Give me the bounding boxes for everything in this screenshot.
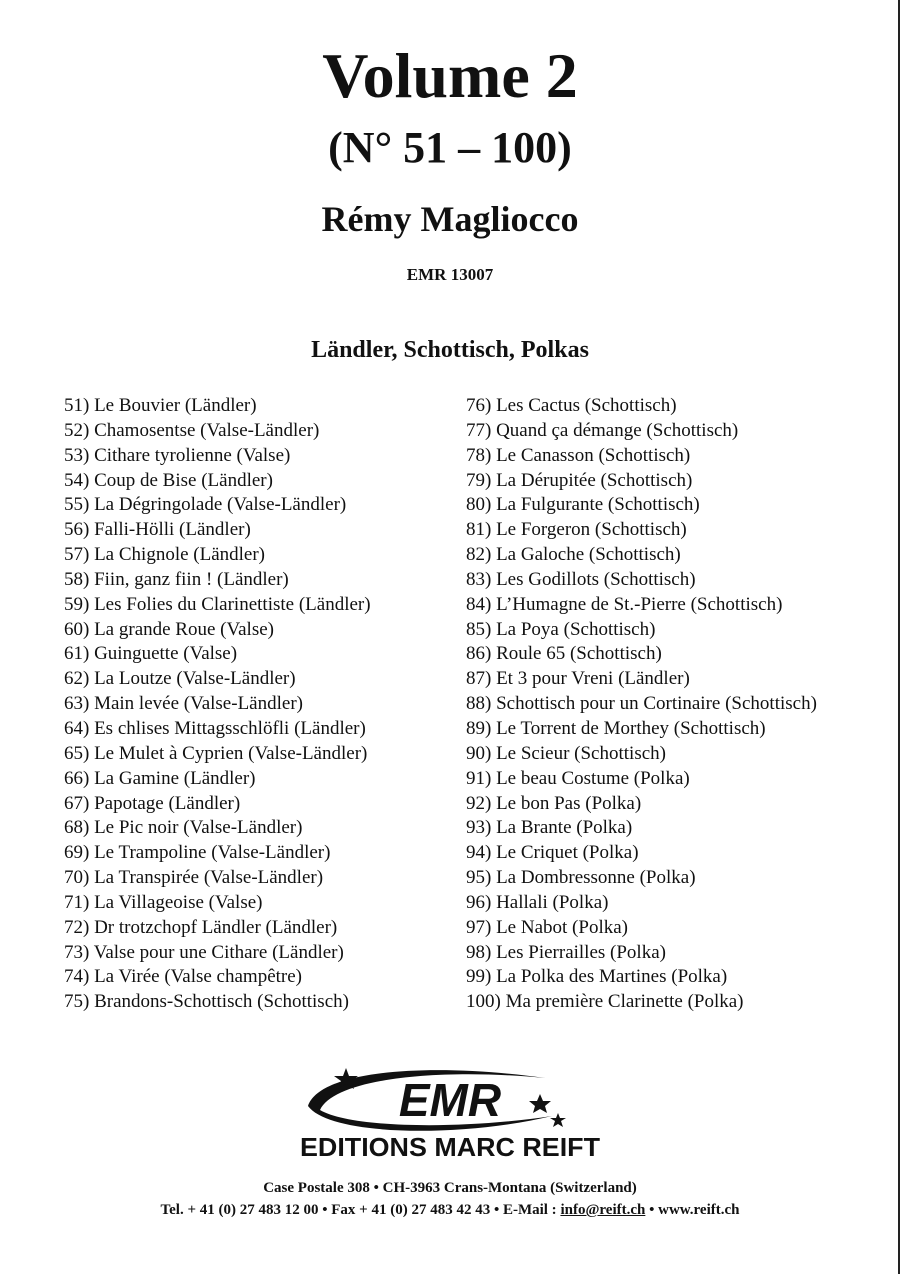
genre-subtitle: Ländler, Schottisch, Polkas [311, 337, 589, 363]
composer-name: Rémy Magliocco [321, 199, 579, 239]
piece-item: 84) L’Humagne de St.-Pierre (Schottisch) [466, 593, 783, 615]
contact-phones: Tel. + 41 (0) 27 483 12 00 • Fax + 41 (0) 27 483 42 43 • E-Mail : [160, 1202, 561, 1218]
piece-item: 81) Le Forgeron (Schottisch) [466, 519, 687, 541]
piece-item: 52) Chamosentse (Valse-Ländler) [64, 419, 320, 441]
piece-item: 94) Le Criquet (Polka) [466, 842, 639, 864]
piece-item: 99) La Polka des Martines (Polka) [466, 966, 728, 988]
contact-line [0, 1200, 900, 1220]
piece-item: 74) La Virée (Valse champêtre) [64, 966, 303, 988]
star-icon [529, 1094, 551, 1113]
piece-item: 89) Le Torrent de Morthey (Schottisch) [466, 717, 766, 739]
piece-item: 93) La Brante (Polka) [466, 817, 633, 839]
piece-item: 66) La Gamine (Ländler) [64, 767, 256, 789]
piece-item: 68) Le Pic noir (Valse-Ländler) [64, 817, 303, 839]
piece-item: 63) Main levée (Valse-Ländler) [64, 693, 303, 715]
piece-item: 64) Es chlises Mittagsschlöfli (Ländler) [64, 717, 366, 739]
piece-item: 78) Le Canasson (Schottisch) [466, 444, 691, 466]
piece-item: 86) Roule 65 (Schottisch) [466, 643, 662, 665]
piece-item: 58) Fiin, ganz fiin ! (Ländler) [64, 568, 289, 590]
piece-item: 91) Le beau Costume (Polka) [466, 767, 690, 789]
piece-item: 82) La Galoche (Schottisch) [466, 544, 681, 566]
piece-item: 65) Le Mulet à Cyprien (Valse-Ländler) [64, 742, 368, 764]
piece-item: 97) Le Nabot (Polka) [466, 916, 628, 938]
emr-logo [290, 1058, 610, 1168]
piece-item: 87) Et 3 pour Vreni (Ländler) [466, 668, 690, 690]
piece-item: 92) Le bon Pas (Polka) [466, 792, 642, 814]
volume-range: (N° 51 – 100) [328, 123, 572, 172]
piece-item: 72) Dr trotzchopf Ländler (Ländler) [64, 916, 338, 938]
logo-publisher: EDITIONS MARC REIFT [300, 1132, 601, 1162]
piece-item: 51) Le Bouvier (Ländler) [64, 395, 257, 416]
piece-list-left [64, 394, 371, 1015]
star-icon [550, 1113, 566, 1127]
piece-item: 53) Cithare tyrolienne (Valse) [64, 444, 291, 466]
piece-item: 59) Les Folies du Clarinettiste (Ländler) [64, 593, 371, 615]
email-link[interactable]: info@reift.ch [560, 1202, 646, 1218]
piece-item: 98) Les Pierrailles (Polka) [466, 941, 666, 963]
piece-item: 96) Hallali (Polka) [466, 891, 609, 913]
piece-item: 90) Le Scieur (Schottisch) [466, 742, 666, 764]
piece-item: 85) La Poya (Schottisch) [466, 618, 656, 640]
piece-list-right [466, 394, 817, 1015]
piece-item: 79) La Dérupitée (Schottisch) [466, 469, 693, 491]
piece-item: 73) Valse pour une Cithare (Ländler) [64, 941, 344, 963]
logo-mark: EMR [398, 1074, 502, 1126]
piece-item: 80) La Fulgurante (Schottisch) [466, 494, 700, 516]
piece-item: 57) La Chignole (Ländler) [64, 544, 266, 566]
piece-item: 56) Falli-Hölli (Ländler) [64, 519, 251, 541]
volume-title: Volume 2 [322, 40, 578, 111]
piece-item: 69) Le Trampoline (Valse-Ländler) [64, 842, 331, 864]
piece-item: 76) Les Cactus (Schottisch) [466, 395, 677, 416]
piece-item: 60) La grande Roue (Valse) [64, 618, 274, 640]
piece-item: 54) Coup de Bise (Ländler) [64, 469, 273, 491]
piece-item: 61) Guinguette (Valse) [64, 643, 238, 665]
piece-item: 77) Quand ça démange (Schottisch) [466, 419, 739, 441]
piece-item: 67) Papotage (Ländler) [64, 792, 241, 814]
piece-item: 88) Schottisch pour un Cortinaire (Schottisch) [466, 693, 817, 715]
piece-item: 83) Les Godillots (Schottisch) [466, 568, 696, 590]
piece-item: 70) La Transpirée (Valse-Ländler) [64, 867, 324, 889]
catalog-code: EMR 13007 [406, 265, 494, 284]
piece-item: 75) Brandons-Schottisch (Schottisch) [64, 991, 349, 1013]
website-text: • www.reift.ch [645, 1202, 740, 1218]
piece-item: 62) La Loutze (Valse-Ländler) [64, 668, 296, 690]
piece-item: 71) La Villageoise (Valse) [64, 891, 263, 913]
piece-item: 55) La Dégringolade (Valse-Ländler) [64, 494, 347, 516]
piece-item: 95) La Dombressonne (Polka) [466, 867, 696, 889]
piece-item: 100) Ma première Clarinette (Polka) [466, 991, 744, 1013]
contact-address: Case Postale 308 • CH-3963 Crans-Montana (Switzerland) [263, 1180, 637, 1196]
